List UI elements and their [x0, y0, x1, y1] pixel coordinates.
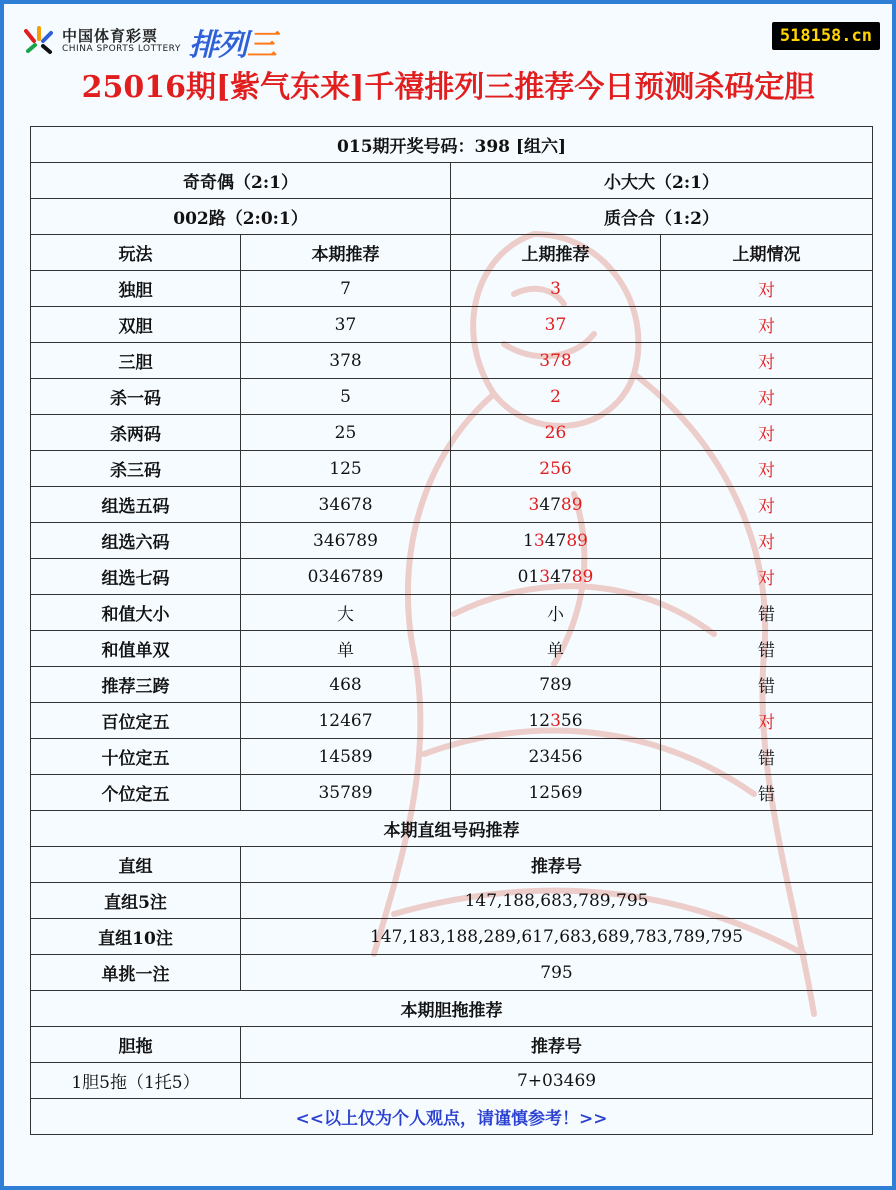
play-name: 三胆 — [31, 343, 241, 379]
prediction-row — [31, 343, 873, 379]
previous-pick — [451, 343, 661, 379]
logo-game-name — [189, 20, 276, 64]
logo-game-b: 三 — [246, 28, 276, 63]
previous-pick-digits: 01 — [517, 566, 540, 587]
direct-section-title: 本期直组号码推荐 — [31, 811, 873, 847]
play-name: 和值单双 — [31, 631, 241, 667]
previous-pick-digits: 89 — [571, 566, 594, 587]
direct-value: 795 — [241, 955, 873, 991]
previous-pick — [451, 739, 661, 775]
previous-pick-digits: 3 — [539, 566, 551, 587]
current-pick: 468 — [241, 667, 451, 703]
previous-pick-digits: 3 — [533, 530, 545, 551]
previous-pick-digits: 89 — [566, 530, 588, 551]
prediction-row — [31, 631, 873, 667]
col-result: 上期情况 — [661, 235, 873, 271]
previous-pick-digits: 单 — [547, 641, 564, 661]
current-pick: 378 — [241, 343, 451, 379]
header-row — [31, 235, 873, 271]
previous-pick — [451, 307, 661, 343]
previous-result: 错 — [661, 667, 873, 703]
previous-result: 对 — [661, 487, 873, 523]
direct-row — [31, 955, 873, 991]
play-name: 和值大小 — [31, 595, 241, 631]
direct-row — [31, 919, 873, 955]
previous-result: 对 — [661, 307, 873, 343]
previous-result: 对 — [661, 559, 873, 595]
prediction-row — [31, 703, 873, 739]
previous-pick-digits: 12569 — [528, 782, 583, 803]
prediction-row — [31, 595, 873, 631]
direct-value: 147,188,683,789,795 — [241, 883, 873, 919]
current-pick: 7 — [241, 271, 451, 307]
prediction-row — [31, 451, 873, 487]
direct-col-a: 直组 — [31, 847, 241, 883]
dantuo-col-a: 胆拖 — [31, 1027, 241, 1063]
dantuo-col-b: 推荐号 — [241, 1027, 873, 1063]
lottery-logo — [22, 20, 276, 64]
play-name: 组选六码 — [31, 523, 241, 559]
current-pick: 346789 — [241, 523, 451, 559]
prediction-row — [31, 487, 873, 523]
header — [4, 4, 892, 112]
direct-section-row — [31, 811, 873, 847]
lottery-logo-icon — [22, 25, 56, 59]
dantuo-header-row — [31, 1027, 873, 1063]
dantuo-section-row — [31, 991, 873, 1027]
previous-result: 对 — [661, 271, 873, 307]
play-name: 双胆 — [31, 307, 241, 343]
previous-pick-digits: 378 — [539, 350, 572, 371]
previous-pick — [451, 703, 661, 739]
col-current: 本期推荐 — [241, 235, 451, 271]
col-prev: 上期推荐 — [451, 235, 661, 271]
dantuo-label: 1胆5拖（1托5） — [31, 1063, 241, 1099]
previous-result: 对 — [661, 523, 873, 559]
dantuo-value: 7+03469 — [241, 1063, 873, 1099]
previous-pick-digits: 37 — [544, 314, 567, 335]
current-pick: 35789 — [241, 775, 451, 811]
play-name: 十位定五 — [31, 739, 241, 775]
previous-pick-digits: 3 — [550, 710, 561, 731]
previous-pick-digits: 23456 — [528, 746, 583, 767]
previous-result: 对 — [661, 415, 873, 451]
previous-pick-digits: 47 — [539, 494, 561, 515]
previous-pick-digits: 1 — [523, 530, 534, 551]
current-pick: 单 — [241, 631, 451, 667]
dantuo-section-title: 本期胆拖推荐 — [31, 991, 873, 1027]
road-row — [31, 199, 873, 235]
logo-en-text: CHINA SPORTS LOTTERY — [62, 44, 181, 55]
previous-pick-digits: 56 — [560, 710, 583, 731]
previous-result: 错 — [661, 739, 873, 775]
play-name: 杀三码 — [31, 451, 241, 487]
prediction-row — [31, 775, 873, 811]
prediction-row — [31, 739, 873, 775]
play-name: 推荐三跨 — [31, 667, 241, 703]
previous-pick-digits: 2 — [550, 386, 561, 407]
prediction-row — [31, 379, 873, 415]
draw-row — [31, 127, 873, 163]
current-pick: 大 — [241, 595, 451, 631]
play-name: 组选五码 — [31, 487, 241, 523]
previous-pick-digits: 89 — [560, 494, 583, 515]
footer-row — [31, 1099, 873, 1135]
previous-pick-digits: 26 — [544, 422, 567, 443]
prediction-row — [31, 415, 873, 451]
previous-pick-digits: 789 — [539, 674, 572, 695]
play-name: 组选七码 — [31, 559, 241, 595]
previous-pick-digits: 3 — [550, 278, 561, 299]
previous-pick — [451, 415, 661, 451]
previous-pick — [451, 631, 661, 667]
prime-pattern: 质合合（1:2） — [451, 199, 873, 235]
previous-result: 对 — [661, 343, 873, 379]
prediction-row — [31, 559, 873, 595]
previous-pick — [451, 775, 661, 811]
road-pattern: 002路（2:0:1） — [31, 199, 451, 235]
previous-pick-digits: 3 — [528, 494, 540, 515]
previous-result: 对 — [661, 451, 873, 487]
direct-label: 直组10注 — [31, 919, 241, 955]
current-pick: 37 — [241, 307, 451, 343]
direct-value: 147,183,188,289,617,683,689,783,789,795 — [241, 919, 873, 955]
previous-pick — [451, 523, 661, 559]
play-name: 独胆 — [31, 271, 241, 307]
logo-cn-text: 中国体育彩票 — [62, 27, 159, 46]
prediction-row — [31, 523, 873, 559]
prediction-row — [31, 271, 873, 307]
previous-result: 错 — [661, 775, 873, 811]
current-pick: 125 — [241, 451, 451, 487]
direct-col-b: 推荐号 — [241, 847, 873, 883]
previous-pick-digits: 小 — [547, 605, 564, 625]
current-pick: 14589 — [241, 739, 451, 775]
direct-label: 单挑一注 — [31, 955, 241, 991]
previous-pick — [451, 667, 661, 703]
play-name: 百位定五 — [31, 703, 241, 739]
previous-result: 错 — [661, 595, 873, 631]
direct-header-row — [31, 847, 873, 883]
previous-pick-digits: 47 — [550, 566, 572, 587]
previous-pick — [451, 559, 661, 595]
draw-result: 015期开奖号码：398 [组六] — [31, 127, 873, 163]
site-badge[interactable]: 518158.cn — [772, 22, 880, 50]
previous-pick — [451, 379, 661, 415]
current-pick: 25 — [241, 415, 451, 451]
big-small-pattern: 小大大（2:1） — [451, 163, 873, 199]
parity-row — [31, 163, 873, 199]
logo-game-a: 排列 — [188, 28, 247, 63]
previous-pick-digits: 47 — [544, 530, 567, 551]
direct-label: 直组5注 — [31, 883, 241, 919]
dantuo-row — [31, 1063, 873, 1099]
previous-pick — [451, 451, 661, 487]
disclaimer-text: <<以上仅为个人观点，请谨慎参考！>> — [31, 1099, 873, 1135]
direct-row — [31, 883, 873, 919]
previous-pick — [451, 487, 661, 523]
current-pick: 5 — [241, 379, 451, 415]
previous-result: 对 — [661, 703, 873, 739]
previous-pick-digits: 256 — [539, 458, 572, 479]
previous-pick — [451, 271, 661, 307]
prediction-row — [31, 307, 873, 343]
current-pick: 12467 — [241, 703, 451, 739]
previous-result: 对 — [661, 379, 873, 415]
play-name: 杀一码 — [31, 379, 241, 415]
current-pick: 34678 — [241, 487, 451, 523]
previous-pick — [451, 595, 661, 631]
play-name: 杀两码 — [31, 415, 241, 451]
prediction-row — [31, 667, 873, 703]
previous-pick-digits: 12 — [528, 710, 551, 731]
previous-result: 错 — [661, 631, 873, 667]
play-name: 个位定五 — [31, 775, 241, 811]
current-pick: 0346789 — [241, 559, 451, 595]
prediction-table — [30, 126, 873, 1135]
page-title: 25016期[紫气东来]千禧排列三推荐今日预测杀码定胆 — [81, 70, 815, 105]
odd-even-pattern: 奇奇偶（2:1） — [31, 163, 451, 199]
col-play: 玩法 — [31, 235, 241, 271]
